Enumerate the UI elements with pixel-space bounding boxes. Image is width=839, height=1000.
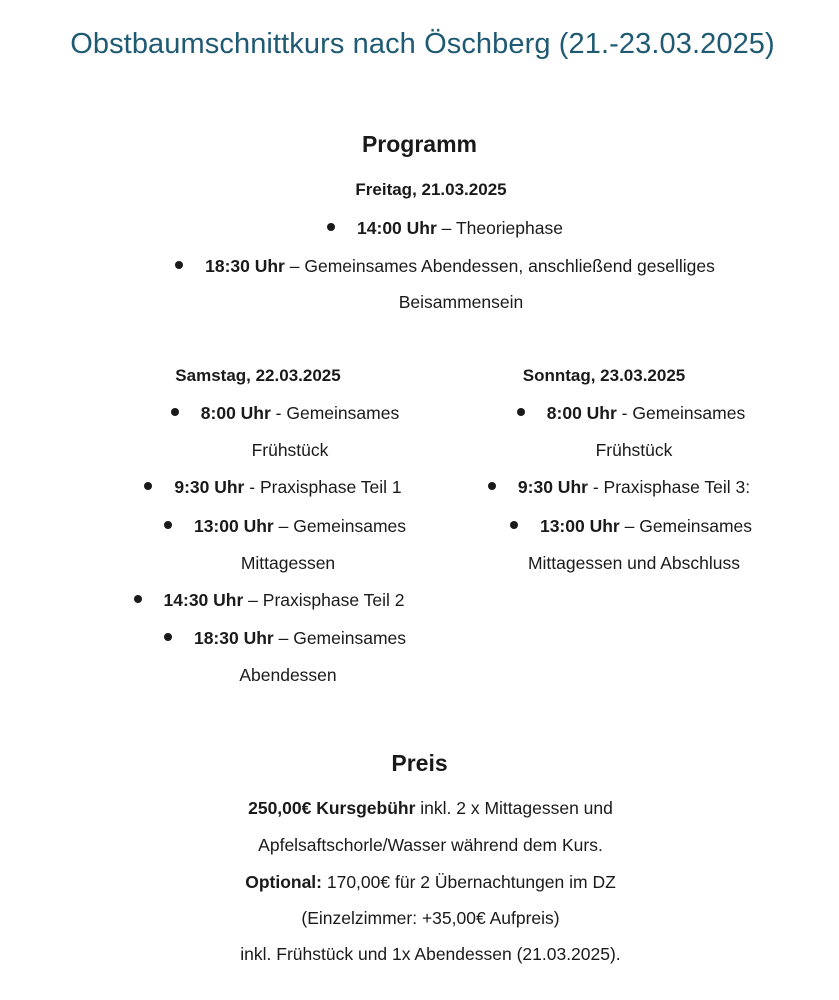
bullet-icon <box>164 633 172 641</box>
preis-heading: Preis <box>391 750 448 776</box>
list-item: 9:30 Uhr - Praxisphase Teil 1 <box>128 477 418 498</box>
price-fee-line-2: Apfelsaftschorle/Wasser während dem Kurs. <box>258 835 603 855</box>
programm-heading: Programm <box>361 131 478 157</box>
bullet-icon <box>488 482 496 490</box>
list-item: 13:00 Uhr – Gemeinsames <box>140 516 430 537</box>
list-item: 8:00 Uhr - Gemeinsames <box>140 403 430 424</box>
list-item: 14:00 Uhr – Theoriephase <box>0 218 839 239</box>
price-single-room-line: (Einzelzimmer: +35,00€ Aufpreis) <box>301 908 560 928</box>
sunday-heading: Sonntag, 23.03.2025 <box>522 366 686 385</box>
saturday-heading: Samstag, 22.03.2025 <box>175 366 341 385</box>
list-item-continuation: Mittagessen und Abschluss <box>527 553 741 573</box>
list-item: 18:30 Uhr – Gemeinsames <box>140 628 430 649</box>
bullet-icon <box>510 521 518 529</box>
price-included-line: inkl. Frühstück und 1x Abendessen (21.03.2025). <box>240 944 621 964</box>
price-optional-line: Optional: 170,00€ für 2 Übernachtungen im DZ <box>245 872 616 892</box>
bullet-icon <box>144 482 152 490</box>
bullet-icon <box>164 521 172 529</box>
list-item: 9:30 Uhr - Praxisphase Teil 3: <box>474 477 764 498</box>
list-item: 13:00 Uhr – Gemeinsames <box>486 516 776 537</box>
list-item: 8:00 Uhr - Gemeinsames <box>486 403 776 424</box>
friday-heading: Freitag, 21.03.2025 <box>355 180 507 199</box>
list-item-continuation: Mittagessen <box>240 553 336 573</box>
list-item: 14:30 Uhr – Praxisphase Teil 2 <box>124 590 414 611</box>
bullet-icon <box>134 595 142 603</box>
list-item-continuation: Beisammensein <box>398 292 524 312</box>
price-fee-line: 250,00€ Kursgebühr inkl. 2 x Mittagessen und <box>248 798 613 818</box>
list-item-continuation: Frühstück <box>251 440 329 460</box>
page-title: Obstbaumschnittkurs nach Öschberg (21.-23.03.2025) <box>70 28 775 60</box>
bullet-icon <box>327 223 335 231</box>
list-item-continuation: Abendessen <box>239 665 337 685</box>
list-item-continuation: Frühstück <box>595 440 673 460</box>
bullet-icon <box>517 408 525 416</box>
bullet-icon <box>171 408 179 416</box>
bullet-icon <box>175 261 183 269</box>
list-item: 18:30 Uhr – Gemeinsames Abendessen, anschließend geselliges <box>0 256 839 277</box>
